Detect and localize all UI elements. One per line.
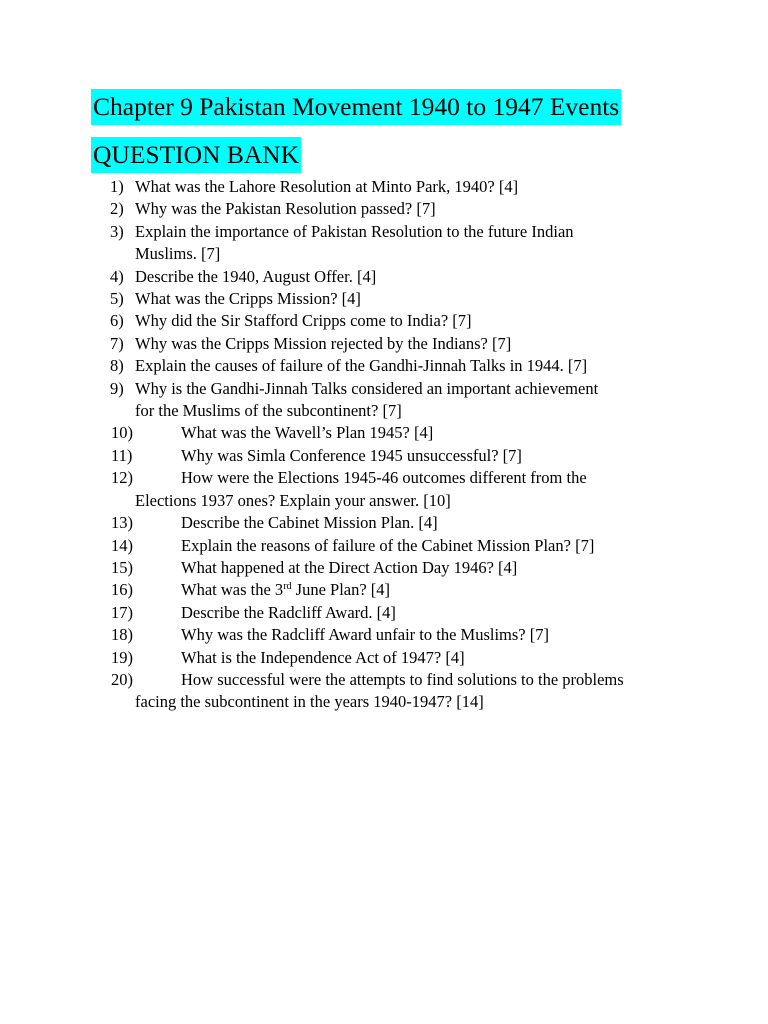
question-number: 11): [111, 445, 133, 465]
question-item: [0, 310, 768, 332]
question-text: What happened at the Direct Action Day 1946? [4]: [181, 557, 518, 577]
question-text: How were the Elections 1945-46 outcomes different from the: [181, 468, 587, 488]
question-text: Explain the reasons of failure of the Cabinet Mission Plan? [7]: [181, 535, 595, 555]
question-number: 19): [111, 647, 133, 667]
question-item: [0, 221, 768, 266]
question-text: Why is the Gandhi-Jinnah Talks considered an important achievement: [135, 378, 599, 398]
question-text: What was the Lahore Resolution at Minto Park, 1940? [4]: [135, 177, 519, 196]
chapter-title: Chapter 9 Pakistan Movement 1940 to 1947 Events: [91, 89, 621, 125]
question-item: [0, 624, 768, 646]
question-number: 13): [111, 513, 133, 533]
question-number: 4): [110, 266, 124, 286]
question-item: [0, 445, 768, 467]
question-number: 6): [110, 311, 124, 331]
question-text-continued: for the Muslims of the subcontinent? [7]: [135, 401, 402, 421]
question-item: [0, 557, 768, 579]
question-item: [0, 535, 768, 557]
question-item: [0, 288, 768, 310]
ordinal-suffix: rd: [283, 581, 292, 593]
question-text: How successful were the attempts to find solutions to the problems: [181, 669, 624, 689]
question-item: [0, 422, 768, 444]
question-text-continued: Muslims. [7]: [135, 244, 221, 264]
question-text: Why was the Radcliff Award unfair to the Muslims? [7]: [181, 625, 549, 645]
question-list: [0, 176, 768, 714]
question-number: 15): [111, 557, 133, 577]
question-number: 16): [111, 580, 133, 600]
question-item: [0, 512, 768, 534]
question-item: [0, 355, 768, 377]
question-item: [0, 467, 768, 512]
question-number: 17): [111, 602, 133, 622]
question-item: [0, 198, 768, 220]
question-text: Explain the causes of failure of the Gandhi-Jinnah Talks in 1944. [7]: [135, 356, 588, 376]
question-bank-heading: QUESTION BANK: [91, 137, 301, 173]
question-text: Why was the Cripps Mission rejected by the Indians? [7]: [135, 333, 512, 353]
question-number: 5): [110, 289, 124, 309]
question-item: [0, 176, 768, 198]
question-item: [0, 602, 768, 624]
question-number: 3): [110, 221, 124, 241]
question-text: [135, 579, 390, 601]
question-number: 20): [111, 669, 133, 689]
question-item: [0, 669, 768, 714]
question-text: Why did the Sir Stafford Cripps come to India? [7]: [135, 311, 472, 331]
question-item: [0, 579, 768, 601]
question-text: What is the Independence Act of 1947? [4]: [181, 647, 465, 667]
question-text-part: What was the 3: [181, 580, 284, 600]
question-number: 14): [111, 535, 133, 555]
question-text: Describe the Radcliff Award. [4]: [181, 602, 396, 622]
question-text: Describe the Cabinet Mission Plan. [4]: [181, 513, 438, 533]
question-text: What was the Cripps Mission? [4]: [135, 289, 361, 309]
question-text: Explain the importance of Pakistan Resolution to the future Indian: [135, 221, 574, 241]
question-item: [0, 266, 768, 288]
question-number: 8): [110, 356, 124, 376]
question-number: 7): [110, 333, 124, 353]
question-number: 12): [111, 468, 133, 488]
question-item: [0, 333, 768, 355]
question-number: 10): [111, 423, 133, 443]
question-item: [0, 378, 768, 423]
question-number: 9): [110, 378, 124, 398]
question-text: Why was the Pakistan Resolution passed? [7]: [135, 199, 436, 219]
question-text-part: June Plan? [4]: [291, 580, 391, 600]
question-number: 2): [110, 199, 124, 219]
question-text: Why was Simla Conference 1945 unsuccessful? [7]: [181, 445, 522, 465]
question-item: [0, 647, 768, 669]
question-text: What was the Wavell’s Plan 1945? [4]: [181, 423, 434, 443]
question-text-continued: facing the subcontinent in the years 1940-1947? [14]: [135, 692, 484, 712]
question-text-continued: Elections 1937 ones? Explain your answer. [10]: [135, 490, 451, 510]
question-text: Describe the 1940, August Offer. [4]: [135, 266, 377, 286]
question-number: 1): [110, 177, 124, 196]
question-number: 18): [111, 625, 133, 645]
